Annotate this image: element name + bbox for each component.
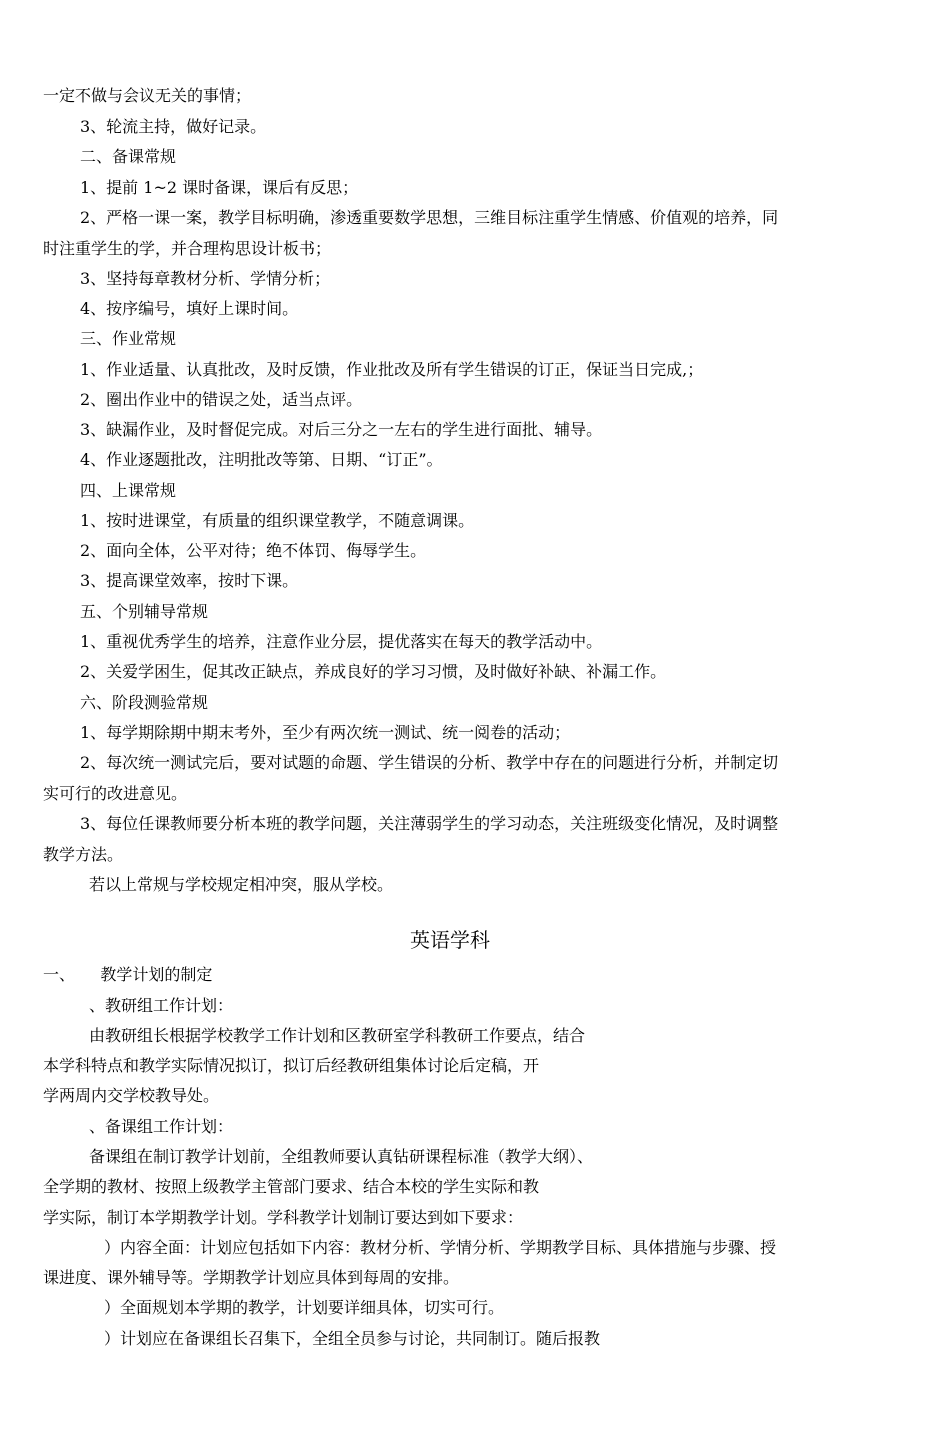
- text-line: 2、面向全体，公平对待；绝不体罚、侮辱学生。: [80, 541, 427, 560]
- text-line: 学两周内交学校教导处。: [43, 1086, 220, 1105]
- text-line: 3、轮流主持，做好记录。: [80, 117, 267, 136]
- section-heading: 四、上课常规: [80, 481, 177, 500]
- text-line: 3、坚持每章教材分析、学情分析；: [80, 269, 331, 288]
- text-line: 1、作业适量、认真批改，及时反馈，作业批改及所有学生错误的订正，保证当日完成,；: [80, 360, 704, 379]
- text-line: 教学方法。: [43, 845, 124, 864]
- text-line: ）全面规划本学期的教学，计划要详细具体，切实可行。: [104, 1298, 505, 1317]
- text-line: 由教研组长根据学校教学工作计划和区教研室学科教研工作要点，结合: [89, 1026, 586, 1045]
- text-line: 课进度、课外辅导等。学期教学计划应具体到每周的安排。: [43, 1268, 460, 1287]
- text-line: 4、按序编号，填好上课时间。: [80, 299, 299, 318]
- text-line: 1、重视优秀学生的培养，注意作业分层，提优落实在每天的教学活动中。: [80, 632, 603, 651]
- text-line: 、备课组工作计划：: [89, 1117, 234, 1136]
- text-line: ）计划应在备课组长召集下，全组全员参与讨论，共同制订。随后报教: [104, 1329, 601, 1348]
- text-line: 时注重学生的学，并合理构思设计板书；: [43, 239, 332, 258]
- text-line: 备课组在制订教学计划前，全组教师要认真钻研课程标准（教学大纲）、: [89, 1147, 594, 1166]
- section-heading: 一、 教学计划的制定: [43, 965, 213, 984]
- text-line: ）内容全面：计划应包括如下内容：教材分析、学情分析、学期教学目标、具体措施与步骤、授: [104, 1238, 777, 1257]
- text-line: 若以上常规与学校规定相冲突，服从学校。: [89, 875, 394, 894]
- text-line: 2、严格一课一案，教学目标明确，渗透重要数学思想，三维目标注重学生情感、价值观的培养，同: [80, 208, 779, 227]
- text-line: 1、每学期除期中期末考外，至少有两次统一测试、统一阅卷的活动；: [80, 723, 571, 742]
- text-line: 3、缺漏作业，及时督促完成。对后三分之一左右的学生进行面批、辅导。: [80, 420, 603, 439]
- section-heading: 三、作业常规: [80, 329, 177, 348]
- text-line: 、教研组工作计划：: [89, 996, 234, 1015]
- text-line: 3、每位任课教师要分析本班的教学问题，关注薄弱学生的学习动态，关注班级变化情况，及时调整: [80, 814, 779, 833]
- text-line: 2、每次统一测试完后，要对试题的命题、学生错误的分析、教学中存在的问题进行分析，并制定切: [80, 753, 779, 772]
- text-line: 一定不做与会议无关的事情；: [43, 86, 252, 105]
- subject-title: 英语学科: [410, 928, 490, 952]
- section-heading: 六、阶段测验常规: [80, 693, 209, 712]
- section-heading: 二、备课常规: [80, 147, 177, 166]
- text-line: 全学期的教材、按照上级教学主管部门要求、结合本校的学生实际和教: [43, 1177, 540, 1196]
- text-line: 2、圈出作业中的错误之处，适当点评。: [80, 390, 363, 409]
- text-line: 3、提高课堂效率，按时下课。: [80, 571, 299, 590]
- text-line: 1、按时进课堂，有质量的组织课堂教学，不随意调课。: [80, 511, 475, 530]
- text-line: 学实际，制订本学期教学计划。学科教学计划制订要达到如下要求：: [43, 1208, 524, 1227]
- text-line: 本学科特点和教学实际情况拟订，拟订后经教研组集体讨论后定稿，开: [43, 1056, 540, 1075]
- text-line: 4、作业逐题批改，注明批改等第、日期、“订正”。: [80, 450, 443, 469]
- text-line: 1、提前 1~2 课时备课，课后有反思；: [80, 178, 359, 197]
- section-heading: 五、个别辅导常规: [80, 602, 209, 621]
- text-line: 2、关爱学困生，促其改正缺点，养成良好的学习习惯，及时做好补缺、补漏工作。: [80, 662, 667, 681]
- text-line: 实可行的改进意见。: [43, 784, 188, 803]
